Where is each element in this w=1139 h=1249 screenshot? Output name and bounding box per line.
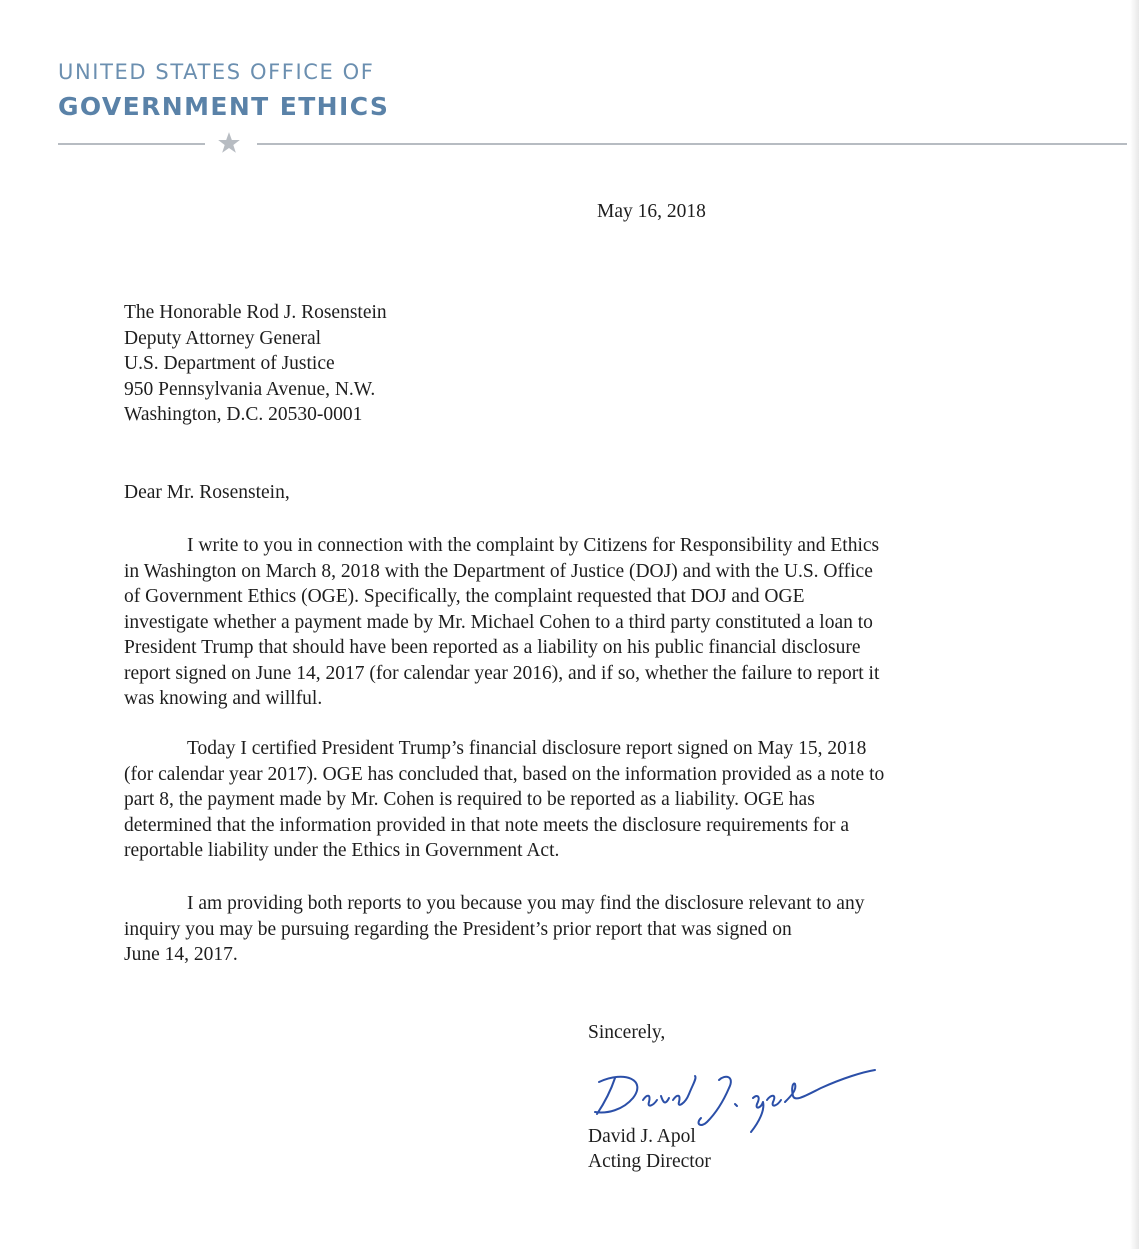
paragraph-line: (for calendar year 2017). OGE has concluded that, based on the information provided as a note to	[124, 763, 885, 785]
recipient-line: U.S. Department of Justice	[124, 353, 335, 374]
paragraph-line: was knowing and willful.	[124, 688, 323, 709]
paragraph-line: part 8, the payment made by Mr. Cohen is required to be reported as a liability. OGE has	[124, 789, 815, 810]
letter-date: May 16, 2018	[597, 201, 706, 222]
star-icon	[216, 130, 242, 156]
paragraph-line: in Washington on March 8, 2018 with the Department of Justice (DOJ) and with the U.S. Office	[124, 560, 873, 582]
paragraph-line: June 14, 2017.	[124, 944, 238, 965]
letterhead-line-2: GOVERNMENT ETHICS	[58, 92, 390, 121]
page-edge-shadow	[1130, 0, 1139, 1249]
letterhead-rule-right	[257, 143, 1127, 145]
paragraph-line: Today I certified President Trump’s financial disclosure report signed on May 15, 2018	[187, 738, 867, 759]
body-paragraph-1	[124, 533, 879, 712]
paragraph-line: President Trump that should have been reported as a liability on his public financial disclosure	[124, 637, 861, 658]
paragraph-line: reportable liability under the Ethics in Government Act.	[124, 840, 560, 861]
paragraph-line: inquiry you may be pursuing regarding the President’s prior report that was signed on	[124, 918, 792, 940]
paragraph-line: I am providing both reports to you because you may find the disclosure relevant to any	[187, 893, 865, 914]
salutation: Dear Mr. Rosenstein,	[124, 482, 290, 503]
body-paragraph-3	[124, 891, 864, 968]
body-paragraph-2	[124, 736, 884, 864]
letterhead-line-1: UNITED STATES OFFICE OF	[58, 60, 375, 84]
paragraph-line: of Government Ethics (OGE). Specifically, the complaint requested that DOJ and OGE	[124, 586, 805, 607]
recipient-line: Deputy Attorney General	[124, 327, 322, 349]
paragraph-line: I write to you in connection with the complaint by Citizens for Responsibility and Ethics	[187, 535, 880, 556]
recipient-address	[124, 300, 387, 428]
paragraph-line: investigate whether a payment made by Mr. Michael Cohen to a third party constituted a loan to	[124, 611, 873, 633]
closing: Sincerely,	[588, 1022, 666, 1043]
paragraph-line: determined that the information provided in that note meets the disclosure requirements for a	[124, 814, 850, 836]
signer-title: Acting Director	[588, 1151, 711, 1172]
recipient-line: 950 Pennsylvania Avenue, N.W.	[124, 378, 376, 400]
paragraph-line: report signed on June 14, 2017 (for calendar year 2016), and if so, whether the failure to report it	[124, 662, 880, 684]
recipient-line: Washington, D.C. 20530-0001	[124, 404, 363, 425]
recipient-line: The Honorable Rod J. Rosenstein	[124, 302, 387, 323]
signer-name: David J. Apol	[588, 1126, 696, 1147]
letterhead-rule-left	[58, 143, 205, 145]
letterhead	[58, 58, 1130, 124]
